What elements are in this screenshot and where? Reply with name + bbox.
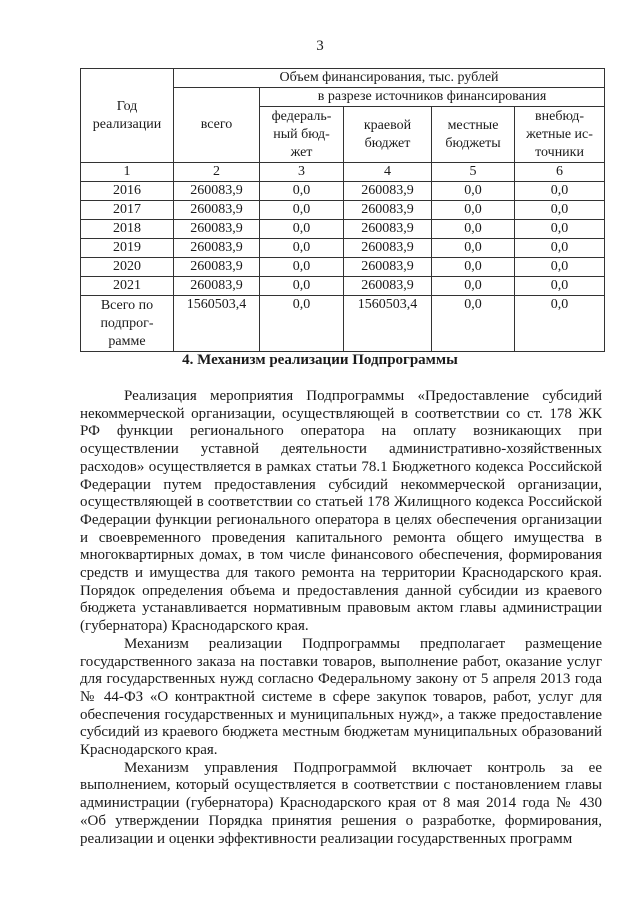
- regional-cell: 260083,9: [344, 220, 432, 239]
- column-number: 2: [174, 163, 260, 182]
- column-number: 6: [515, 163, 605, 182]
- column-number: 3: [260, 163, 344, 182]
- column-number: 1: [81, 163, 174, 182]
- regional-cell: 260083,9: [344, 277, 432, 296]
- total-cell: 260083,9: [174, 220, 260, 239]
- table-row: [81, 220, 605, 239]
- federal-cell: 0,0: [260, 258, 344, 277]
- extrabudget-cell: 0,0: [515, 220, 605, 239]
- total-label: Всего по подпрог-рамме: [81, 296, 174, 352]
- extrabudget-cell: 0,0: [515, 258, 605, 277]
- table-row: [81, 277, 605, 296]
- federal-cell: 0,0: [260, 201, 344, 220]
- federal-cell: 0,0: [260, 239, 344, 258]
- extrabudget-cell: 0,0: [515, 182, 605, 201]
- table-row: [81, 182, 605, 201]
- extrabudget-cell: 0,0: [515, 201, 605, 220]
- local-cell: 0,0: [432, 182, 515, 201]
- body-text: [80, 388, 602, 848]
- extrabudget-cell: 0,0: [515, 239, 605, 258]
- federal-cell: 0,0: [260, 182, 344, 201]
- table-row: [81, 201, 605, 220]
- local-cell: 0,0: [432, 220, 515, 239]
- total-cell: 260083,9: [174, 201, 260, 220]
- header-year: Год реализации: [81, 69, 174, 163]
- paragraph: Реализация мероприятия Подпрограммы «Предоставление субсидий некоммерческой организации, осуществляющей в соответствии со ст. 178 ЖК РФ функции регионального оператора на оплату возникающих при осуществлении уставной деятельности административно-хозяйственных расходов» осуществляется в рамках статьи 78.1 Бюджетного кодекса Российской Федерации путем предоставления субсидий некоммерческой организации, осуществляющей в соответствии со статьей 178 Жилищного кодекса Российской Федерации функции регионального оператора в целях обеспечения организации и своевременного проведения капитального ремонта общего имущества в многоквартирных домах, в том числе финансового обеспечения, формирования средств и имущества для такого ремонта на территории Краснодарского края. Порядок определения объема и предоставления данной субсидии из краевого бюджета устанавливается нормативным правовым актом главы администрации (губернатора) Краснодарского края.: [80, 388, 602, 635]
- total-cell: 260083,9: [174, 277, 260, 296]
- year-cell: 2018: [81, 220, 174, 239]
- year-cell: 2021: [81, 277, 174, 296]
- local-cell: 0,0: [432, 201, 515, 220]
- federal-cell: 0,0: [260, 277, 344, 296]
- regional-cell: 260083,9: [344, 182, 432, 201]
- page-number: 3: [316, 38, 324, 54]
- total-cell: 1560503,4: [174, 296, 260, 352]
- local-cell: 0,0: [432, 239, 515, 258]
- column-number-row: [81, 163, 605, 182]
- total-cell: 260083,9: [174, 258, 260, 277]
- federal-cell: 0,0: [260, 220, 344, 239]
- column-number: 5: [432, 163, 515, 182]
- year-cell: 2019: [81, 239, 174, 258]
- header-local: местные бюджеты: [432, 107, 515, 163]
- regional-cell: 1560503,4: [344, 296, 432, 352]
- year-cell: 2017: [81, 201, 174, 220]
- table-row: [81, 239, 605, 258]
- total-row: [81, 296, 605, 352]
- table-row: [81, 258, 605, 277]
- header-total: всего: [174, 88, 260, 163]
- paragraph: Механизм реализации Подпрограммы предполагает размещение государственного заказа на поставки товаров, выполнение работ, оказание услуг для государственных нужд согласно Федеральному закону от 5 апреля 2013 года № 44-ФЗ «О контрактной системе в сфере закупок товаров, работ, услуг для обеспечения государственных и муниципальных нужд», а также предоставление субсидий из краевого бюджета местным бюджетам муниципальных образований Краснодарского края.: [80, 635, 602, 759]
- federal-cell: 0,0: [260, 296, 344, 352]
- financing-table: [80, 68, 605, 352]
- regional-cell: 260083,9: [344, 239, 432, 258]
- column-number: 4: [344, 163, 432, 182]
- regional-cell: 260083,9: [344, 258, 432, 277]
- local-cell: 0,0: [432, 258, 515, 277]
- local-cell: 0,0: [432, 296, 515, 352]
- year-cell: 2016: [81, 182, 174, 201]
- regional-cell: 260083,9: [344, 201, 432, 220]
- section-heading: 4. Механизм реализации Подпрограммы: [182, 352, 458, 368]
- header-breakdown: в разрезе источников финансирования: [260, 88, 605, 107]
- total-cell: 260083,9: [174, 239, 260, 258]
- local-cell: 0,0: [432, 277, 515, 296]
- paragraph: Механизм управления Подпрограммой включает контроль за ее выполнением, который осуществляется в соответствии с постановлением главы администрации (губернатора) Краснодарского края от 8 мая 2014 года № 430 «Об утверждении Порядка принятия решения о разработке, формирования, реализации и оценки эффективности реализации государственных программ: [80, 759, 602, 847]
- total-cell: 260083,9: [174, 182, 260, 201]
- header-volume: Объем финансирования, тыс. рублей: [174, 69, 605, 88]
- year-cell: 2020: [81, 258, 174, 277]
- header-federal: федераль-ный бюд-жет: [260, 107, 344, 163]
- header-regional: краевой бюджет: [344, 107, 432, 163]
- extrabudget-cell: 0,0: [515, 277, 605, 296]
- header-extrabudget: внебюд-жетные ис-точники: [515, 107, 605, 163]
- extrabudget-cell: 0,0: [515, 296, 605, 352]
